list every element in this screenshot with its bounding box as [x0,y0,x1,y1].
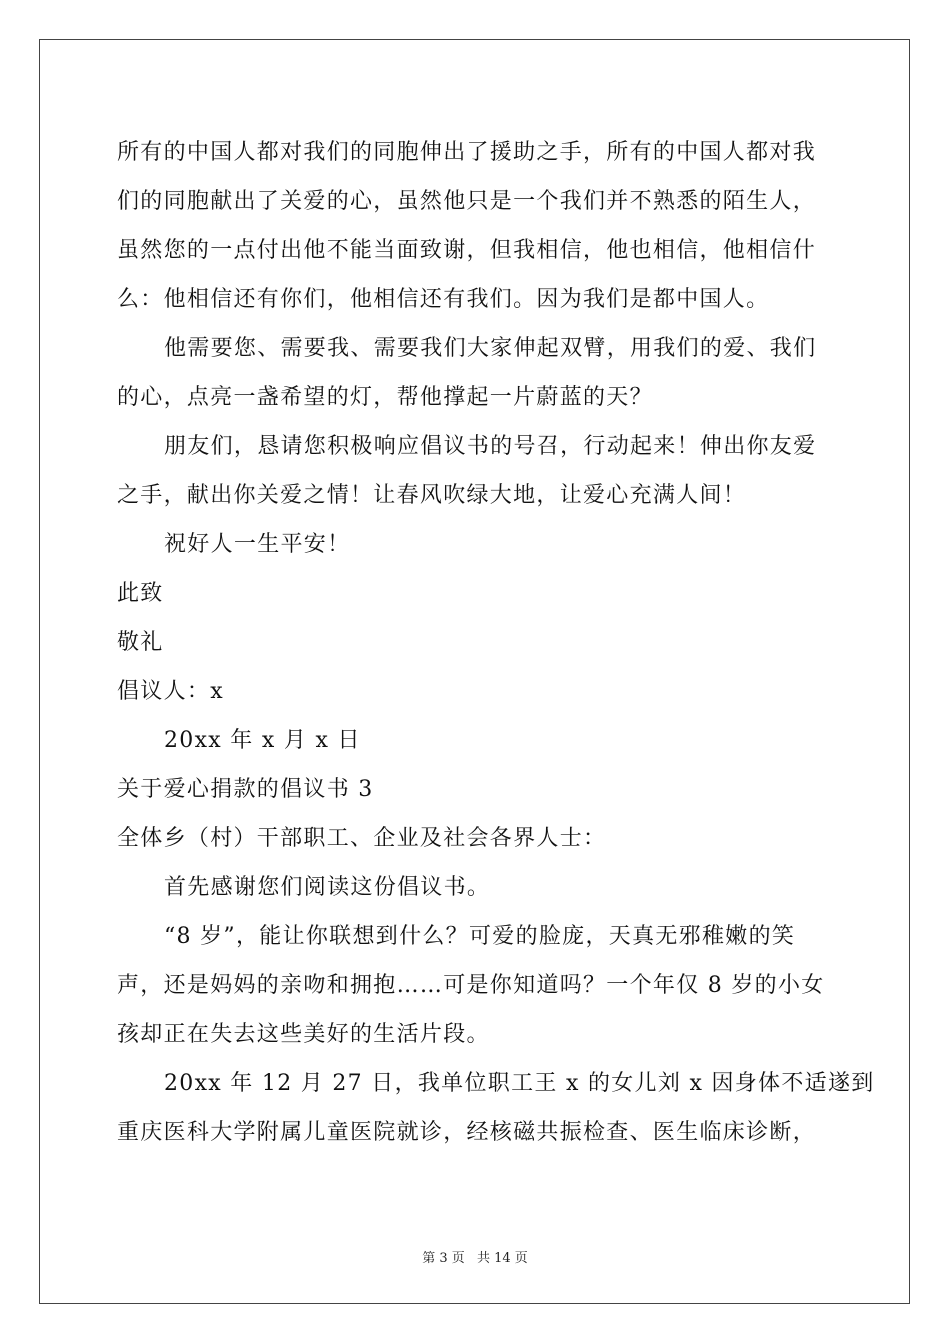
text-line: 20xx 年 x 月 x 日 [164,728,361,753]
text-line: 之手，献出你关爱之情！让春风吹绿大地，让爱心充满人间！ [117,483,747,508]
text-line: 虽然您的一点付出他不能当面致谢，但我相信，他也相信，他相信什 [117,238,817,263]
text-line: 祝好人一生平安！ [164,532,351,557]
text-line: 所有的中国人都对我们的同胞伸出了援助之手，所有的中国人都对我 [117,140,817,165]
page-number: 第 3 页 [422,1251,465,1266]
text-line: 声，还是妈妈的亲吻和拥抱……可是你知道吗？一个年仅 8 岁的小女 [117,973,825,998]
document-body [117,128,875,1157]
text-line: 孩却正在失去这些美好的生活片段。 [117,1022,490,1047]
text-line: 重庆医科大学附属儿童医院就诊，经核磁共振检查、医生临床诊断， [117,1120,817,1145]
text-line: 敬礼 [117,630,164,655]
text-line: 全体乡（村）干部职工、企业及社会各界人士： [117,826,607,851]
page-total: 共 14 页 [476,1251,528,1266]
text-line: 此致 [117,581,164,606]
text-line: 朋友们，恳请您积极响应倡议书的号召，行动起来！伸出你友爱 [164,434,817,459]
text-line: 倡议人：x [117,679,224,704]
text-line: 20xx 年 12 月 27 日，我单位职工王 x 的女儿刘 x 因身体不适遂到 [164,1071,875,1096]
text-line: 关于爱心捐款的倡议书 3 [117,777,374,802]
text-line: 们的同胞献出了关爱的心，虽然他只是一个我们并不熟悉的陌生人， [117,189,817,214]
text-line: 首先感谢您们阅读这份倡议书。 [164,875,491,900]
text-line: “8 岁”，能让你联想到什么？可爱的脸庞，天真无邪稚嫩的笑 [164,924,796,949]
page-footer [0,1247,950,1266]
text-line: 么：他相信还有你们，他相信还有我们。因为我们是都中国人。 [117,287,770,312]
text-line: 的心，点亮一盏希望的灯，帮他撑起一片蔚蓝的天？ [117,385,653,410]
text-line: 他需要您、需要我、需要我们大家伸起双臂，用我们的爱、我们 [164,336,817,361]
